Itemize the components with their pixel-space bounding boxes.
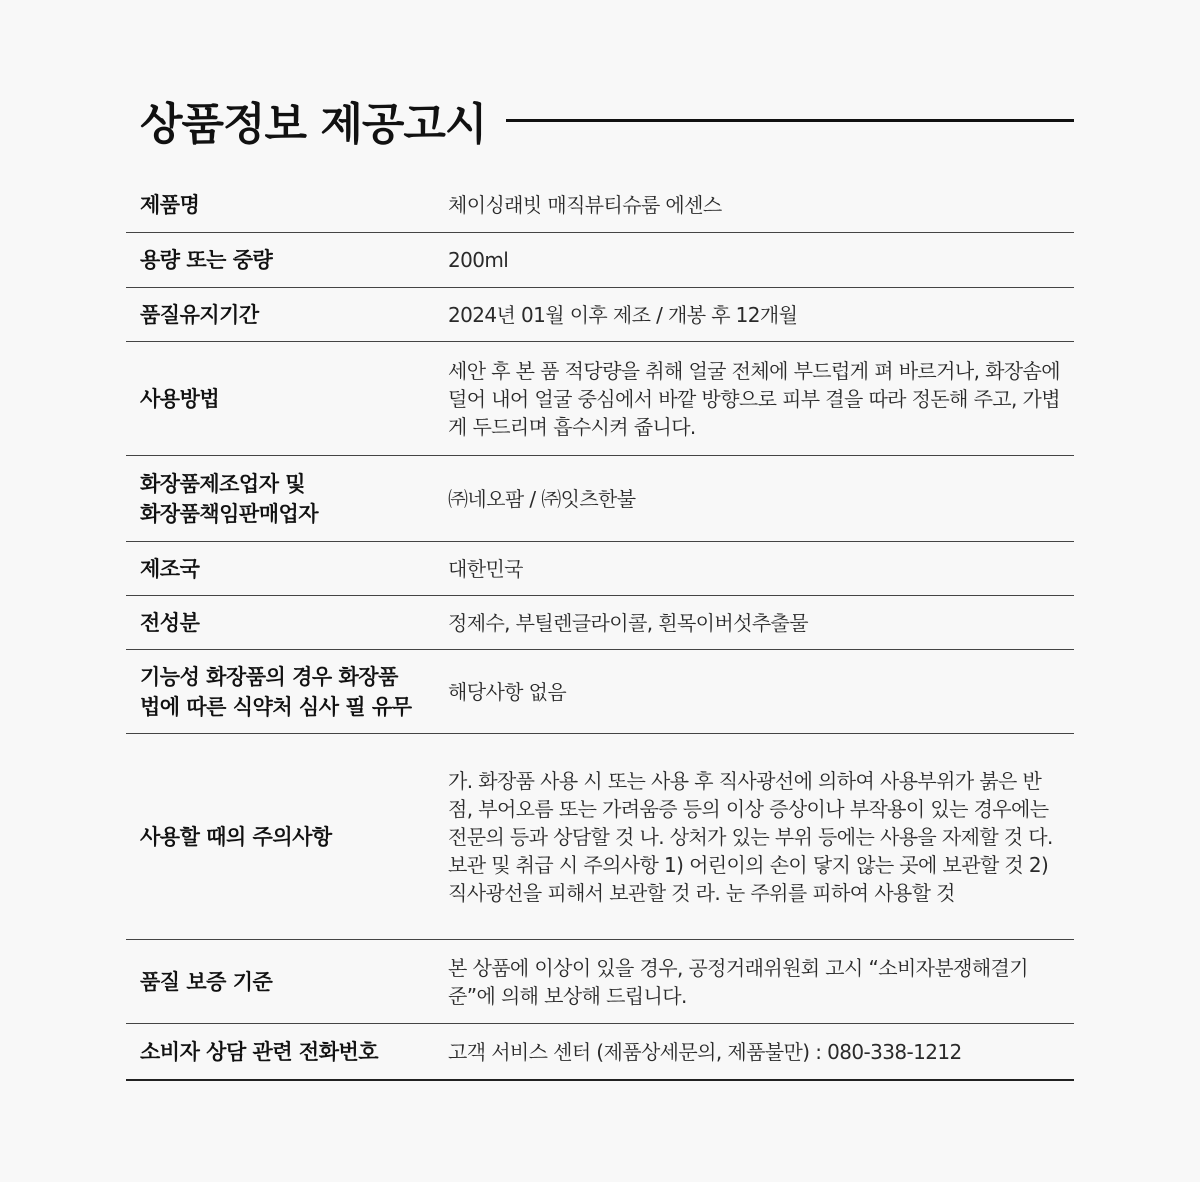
row-label: 화장품제조업자 및 화장품책임판매업자	[140, 471, 319, 526]
table-row	[126, 1024, 1074, 1081]
table-row	[126, 650, 1074, 734]
row-value: 본 상품에 이상이 있을 경우, 공정거래위원회 고시 “소비자분쟁해결기준”에 의해 보상해 드립니다.	[448, 955, 1028, 1008]
table-row	[126, 940, 1074, 1024]
row-label: 제조국	[140, 556, 200, 581]
page-title: 상품정보 제공고시	[140, 99, 487, 150]
row-label: 사용할 때의 주의사항	[140, 824, 332, 849]
row-label: 품질 보증 기준	[140, 969, 273, 994]
row-label: 품질유지기간	[140, 302, 259, 327]
row-label: 제품명	[140, 193, 200, 217]
row-value: 대한민국	[448, 556, 523, 581]
row-value: 세안 후 본 품 적당량을 취해 얼굴 전체에 부드럽게 펴 바르거나, 화장솜에 덜어 내어 얼굴 중심에서 바깥 방향으로 피부 결을 따라 정돈해 주고, 가볍게 두드리며 흡수시켜 줍니다.	[448, 358, 1060, 439]
info-table	[126, 178, 1074, 1081]
product-info-notice	[126, 88, 1074, 1081]
row-label: 사용방법	[140, 386, 220, 411]
row-label: 소비자 상담 관련 전화번호	[140, 1039, 379, 1064]
row-value: 200ml	[448, 248, 509, 272]
row-value: 정제수, 부틸렌글라이콜, 흰목이버섯추출물	[448, 610, 808, 635]
row-label: 용량 또는 중량	[140, 248, 273, 272]
row-label: 기능성 화장품의 경우 화장품 법에 따른 식약처 심사 필 유무	[140, 664, 412, 719]
row-label: 전성분	[140, 610, 200, 635]
title-row	[126, 88, 1074, 152]
table-row	[126, 178, 1074, 233]
row-value: ㈜네오팜 / ㈜잇츠한불	[448, 486, 636, 511]
table-row	[126, 233, 1074, 288]
row-value: 2024년 01월 이후 제조 / 개봉 후 12개월	[448, 302, 798, 327]
row-value: 체이싱래빗 매직뷰티슈룸 에센스	[448, 193, 722, 217]
table-row	[126, 342, 1074, 456]
row-value: 가. 화장품 사용 시 또는 사용 후 직사광선에 의하여 사용부위가 붉은 반점, 부어오름 또는 가려움증 등의 이상 증상이나 부작용이 있는 경우에는 전문의 등과 상담할 것 나. 상처가 있는 부위 등에는 사용을 자제할 것 다. 보관 및 취급 시 주의사항 1) 어린이의 손이 닿지 않는 곳에 보관할 것 2) 직사광선을 피해서 보관할 것 라. 눈 주위를 피하여 사용할 것	[448, 768, 1053, 905]
row-value: 고객 서비스 센터 (제품상세문의, 제품불만) : 080-338-1212	[448, 1039, 962, 1064]
table-row	[126, 734, 1074, 940]
table-row	[126, 542, 1074, 596]
title-rule	[506, 119, 1074, 122]
table-row	[126, 596, 1074, 650]
table-row	[126, 456, 1074, 542]
table-row	[126, 288, 1074, 342]
row-value: 해당사항 없음	[448, 679, 567, 704]
